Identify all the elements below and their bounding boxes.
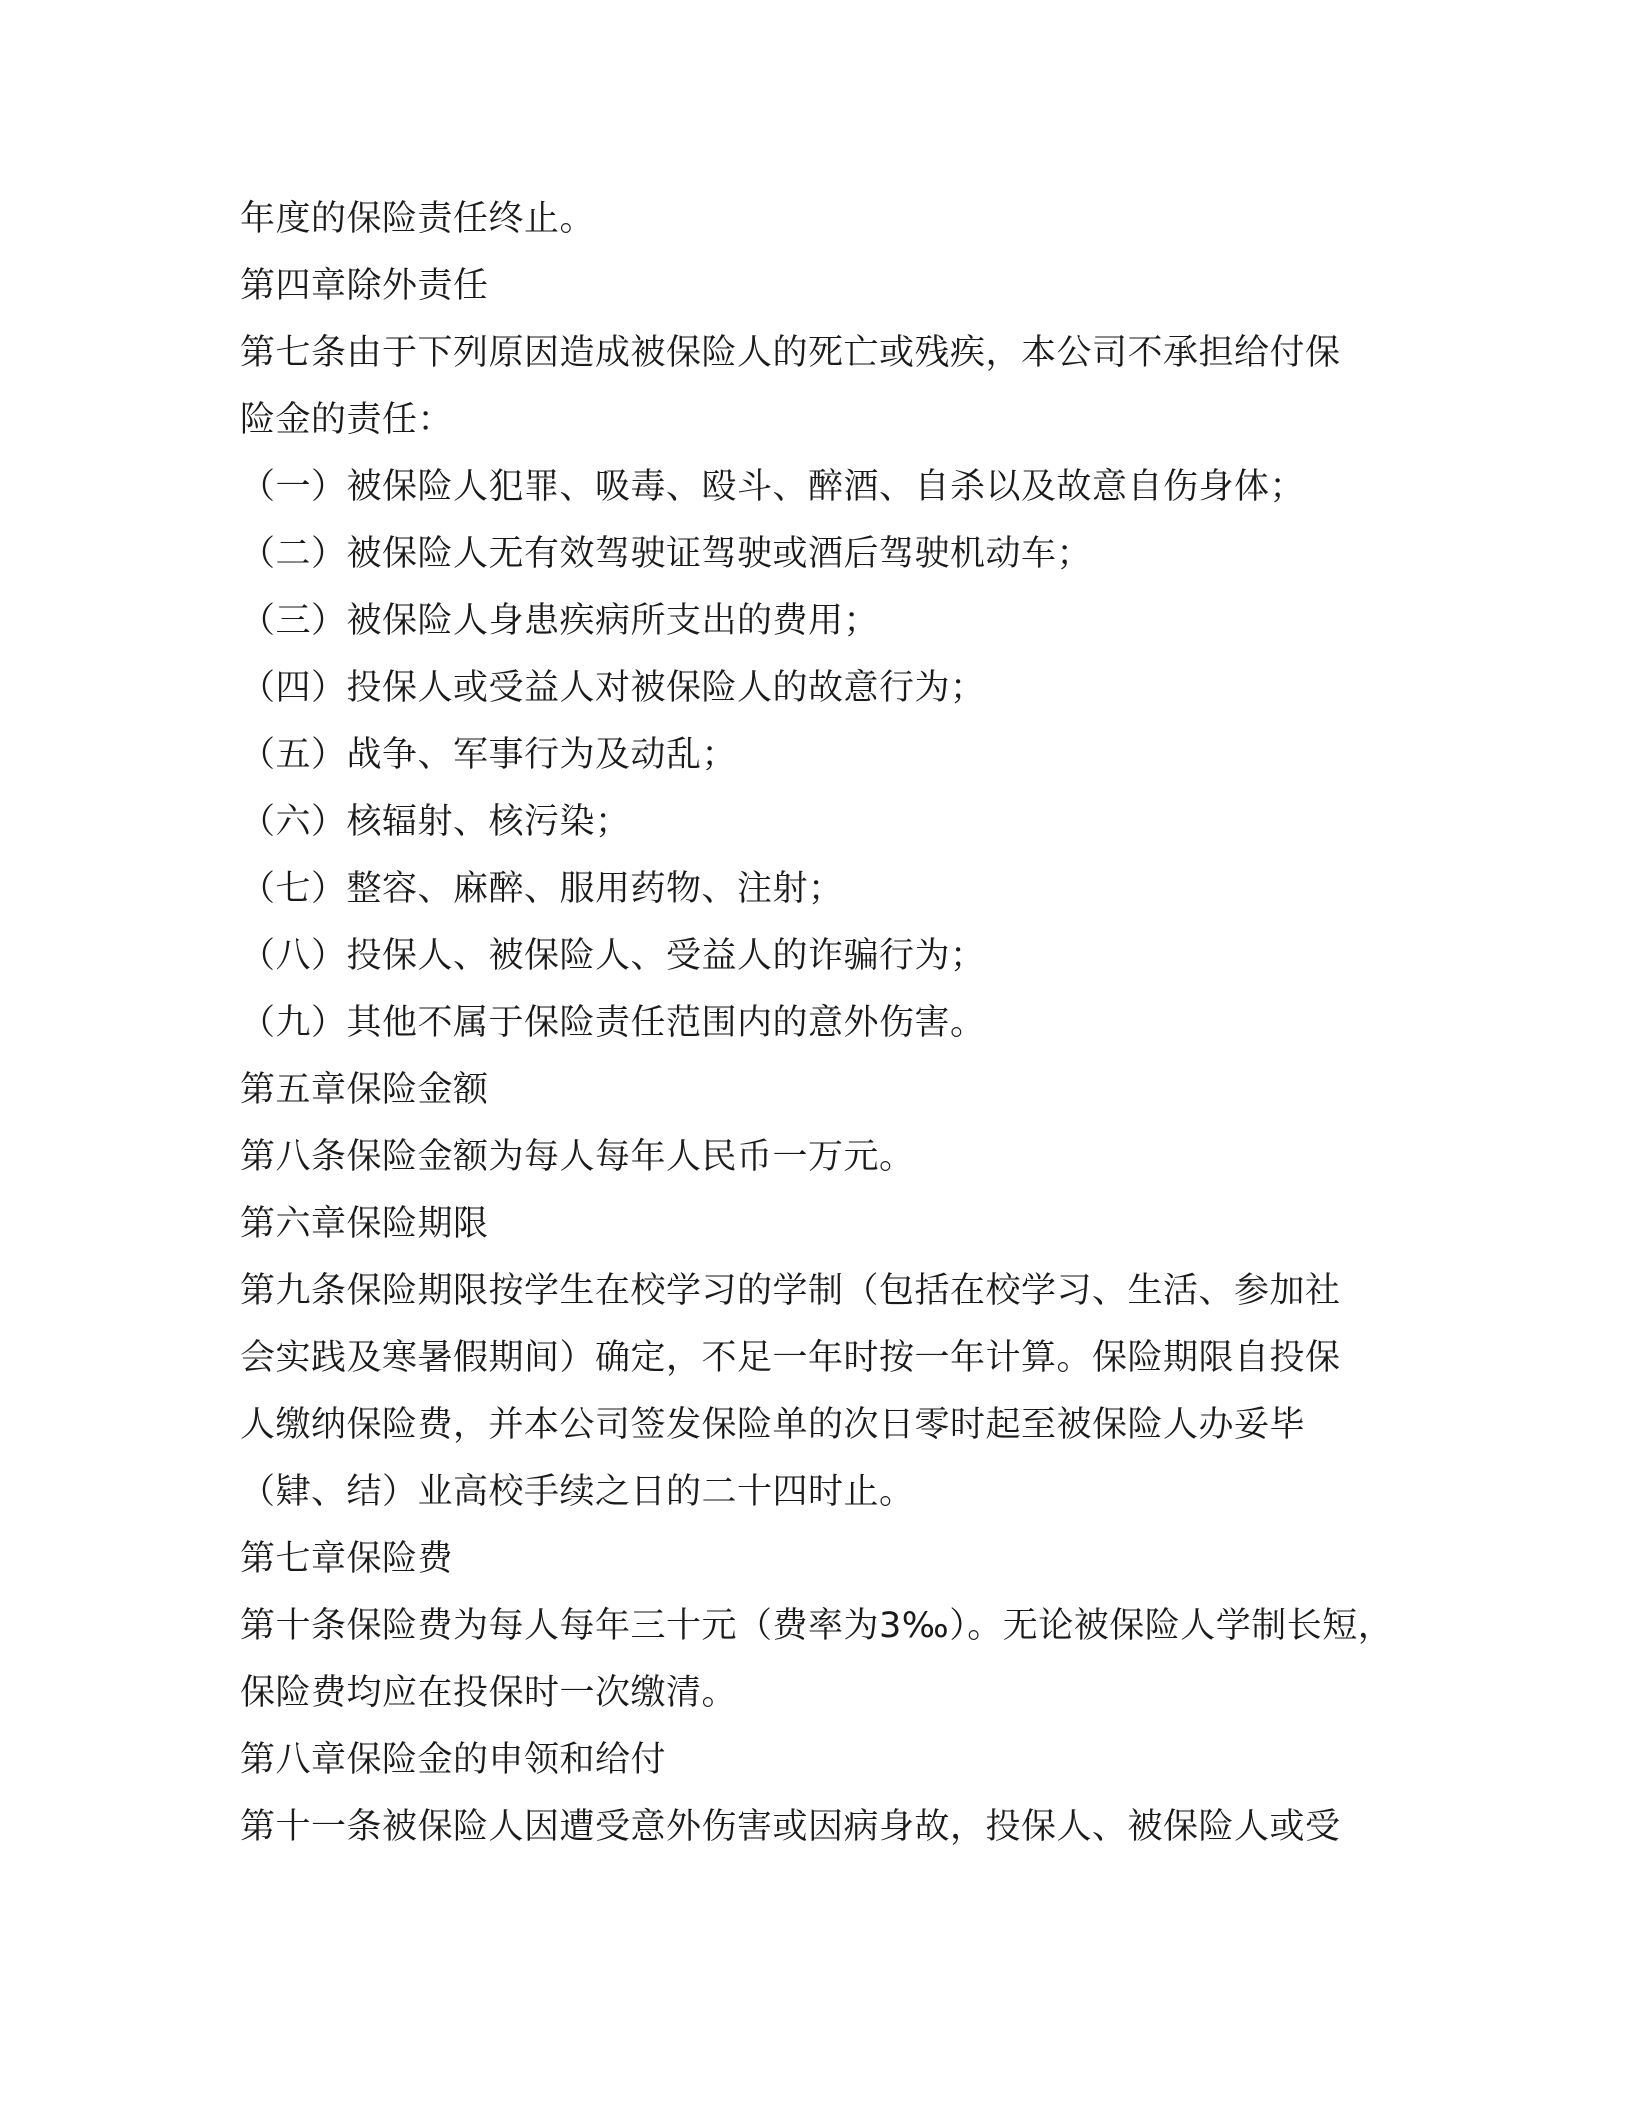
paragraph-line: 第九条保险期限按学生在校学习的学制（包括在校学习、生活、参加社 [240, 1271, 1341, 1311]
paragraph-line: 险金的责任： [240, 400, 454, 440]
paragraph-line: 年度的保险责任终止。 [240, 199, 596, 239]
list-item: （四）投保人或受益人对被保险人的故意行为； [240, 668, 986, 708]
chapter-heading: 第八章保险金的申领和给付 [240, 1740, 667, 1780]
list-item: （七）整容、麻醉、服用药物、注射； [240, 869, 844, 909]
paragraph-line: 第十条保险费为每人每年三十元（费率为3‰）。无论被保险人学制长短， [240, 1606, 1394, 1646]
chapter-heading: 第五章保险金额 [240, 1070, 489, 1110]
paragraph-line: 第十一条被保险人因遭受意外伤害或因病身故，投保人、被保险人或受 [240, 1807, 1341, 1847]
chapter-heading: 第四章除外责任 [240, 266, 489, 306]
list-item: （五）战争、军事行为及动乱； [240, 735, 738, 775]
paragraph-line: 第七条由于下列原因造成被保险人的死亡或残疾，本公司不承担给付保 [240, 333, 1341, 373]
list-item: （八）投保人、被保险人、受益人的诈骗行为； [240, 936, 986, 976]
chapter-heading: 第七章保险费 [240, 1539, 454, 1579]
list-item: （三）被保险人身患疾病所支出的费用； [240, 601, 880, 641]
list-item: （六）核辐射、核污染； [240, 802, 631, 842]
paragraph-line: 保险费均应在投保时一次缴清。 [240, 1673, 738, 1713]
paragraph-line: （肄、结）业高校手续之日的二十四时止。 [240, 1472, 915, 1512]
paragraph-line: 第八条保险金额为每人每年人民币一万元。 [240, 1137, 915, 1177]
list-item: （二）被保险人无有效驾驶证驾驶或酒后驾驶机动车； [240, 534, 1093, 574]
paragraph-line: 会实践及寒暑假期间）确定，不足一年时按一年计算。保险期限自投保 [240, 1338, 1341, 1378]
document-body [240, 186, 1400, 1861]
list-item: （一）被保险人犯罪、吸毒、殴斗、醉酒、自杀以及故意自伤身体； [240, 467, 1306, 507]
list-item: （九）其他不属于保险责任范围内的意外伤害。 [240, 1003, 986, 1043]
chapter-heading: 第六章保险期限 [240, 1204, 489, 1244]
paragraph-line: 人缴纳保险费，并本公司签发保险单的次日零时起至被保险人办妥毕 [240, 1405, 1306, 1445]
